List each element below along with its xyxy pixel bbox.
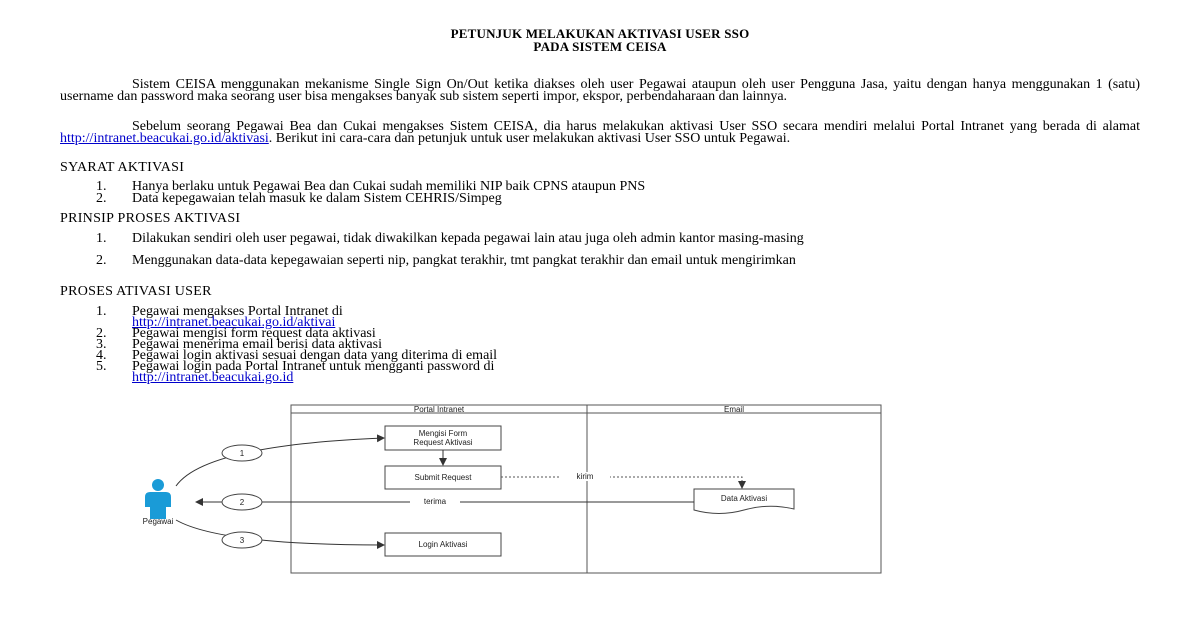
data-aktivasi-label: Data Aktivasi [720,494,768,503]
terima-label: terima [410,497,460,506]
paragraph-activation-text-before: Sebelum seorang Pegawai Bea dan Cukai mengakses Sistem CEISA, dia harus melakukan aktivasi User SSO secara mendiri melalui Portal Intranet yang berada di alamat [132,119,1140,134]
document-title-line1: PETUNJUK MELAKUKAN AKTIVASI USER SSO [450,26,750,41]
list-item-number: 5. [96,359,107,374]
login-aktivasi-label: Login Aktivasi [418,540,468,549]
list-item-text: Pegawai menerima email berisi data aktivasi [132,337,382,352]
list-item-text: Pegawai mengisi form request data aktivasi [132,326,376,341]
section-heading-prinsip: PRINSIP PROSES AKTIVASI [60,211,241,226]
list-item-number: 1. [96,304,107,319]
list-item-text: Menggunakan data-data kepegawaian seperti nip, pangkat terakhir, tmt pangkat terakhir dan email untuk mengirimkan [132,253,796,268]
list-item-number: 2. [96,326,107,341]
list-item-text-main: Pegawai mengakses Portal Intranet di [132,304,343,319]
lane-email-label: Email [723,405,744,414]
lane-portal-intranet-label: Portal Intranet [413,405,465,414]
pegawai-actor-icon [145,479,171,519]
list-item-text: Dilakukan sendiri oleh user pegawai, tidak diwakilkan kepada pegawai lain atau juga oleh admin kantor masing-masing [132,231,804,246]
arrow-kirim [501,477,742,488]
paragraph-intro-text: Sistem CEISA menggunakan mekanisme Single Sign On/Out ketika diakses oleh user Pegawai ataupun oleh user Pengguna Jasa, yaitu dengan hanya menggunakan 1 (satu) username dan password maka seorang user bisa mengakses banyak sub sistem seperti impor, ekspor, perbendaharaan dan lainnya. [60,77,1140,104]
list-item-number: 4. [96,348,107,363]
list-item-text-main: Pegawai login pada Portal Intranet untuk mengganti password di [132,359,495,374]
list-item-text: Hanya berlaku untuk Pegawai Bea dan Cukai sudah memiliki NIP baik CPNS ataupun PNS [132,179,646,194]
list-item-number: 3. [96,337,107,352]
list-item-number: 1. [96,231,107,246]
step-1-label: 1 [239,449,245,458]
pegawai-actor-label: Pegawai [142,517,174,526]
arrow-step1 [176,438,384,486]
step-2-label: 2 [239,498,245,507]
step-3-label: 3 [239,536,245,545]
activation-link[interactable]: http://intranet.beacukai.go.id/aktivasi [60,131,269,146]
form-request-label: Mengisi Form Request Aktivasi [413,429,473,447]
document-title-line2: PADA SISTEM CEISA [533,39,667,54]
list-item-number: 1. [96,179,107,194]
submit-request-label: Submit Request [414,473,472,482]
intranet-link[interactable]: http://intranet.beacukai.go.id [132,370,294,385]
list-item-text: Pegawai login aktivasi sesuai dengan data yang diterima di email [132,348,498,363]
list-item-number: 2. [96,253,107,268]
arrow-step3 [176,520,384,545]
kirim-label: kirim [560,472,610,481]
section-heading-proses: PROSES ATIVASI USER [60,284,212,299]
section-heading-syarat: SYARAT AKTIVASI [60,160,185,175]
intranet-aktivasi-link[interactable]: http://intranet.beacukai.go.id/aktivai [132,315,336,330]
paragraph-activation-text-after: . Berikut ini cara-cara dan petunjuk untuk user melakukan aktivasi User SSO untuk Pegawai. [268,131,791,146]
list-item-number: 2. [96,191,107,206]
list-item-text: Data kepegawaian telah masuk ke dalam Sistem CEHRIS/Simpeg [132,191,502,206]
